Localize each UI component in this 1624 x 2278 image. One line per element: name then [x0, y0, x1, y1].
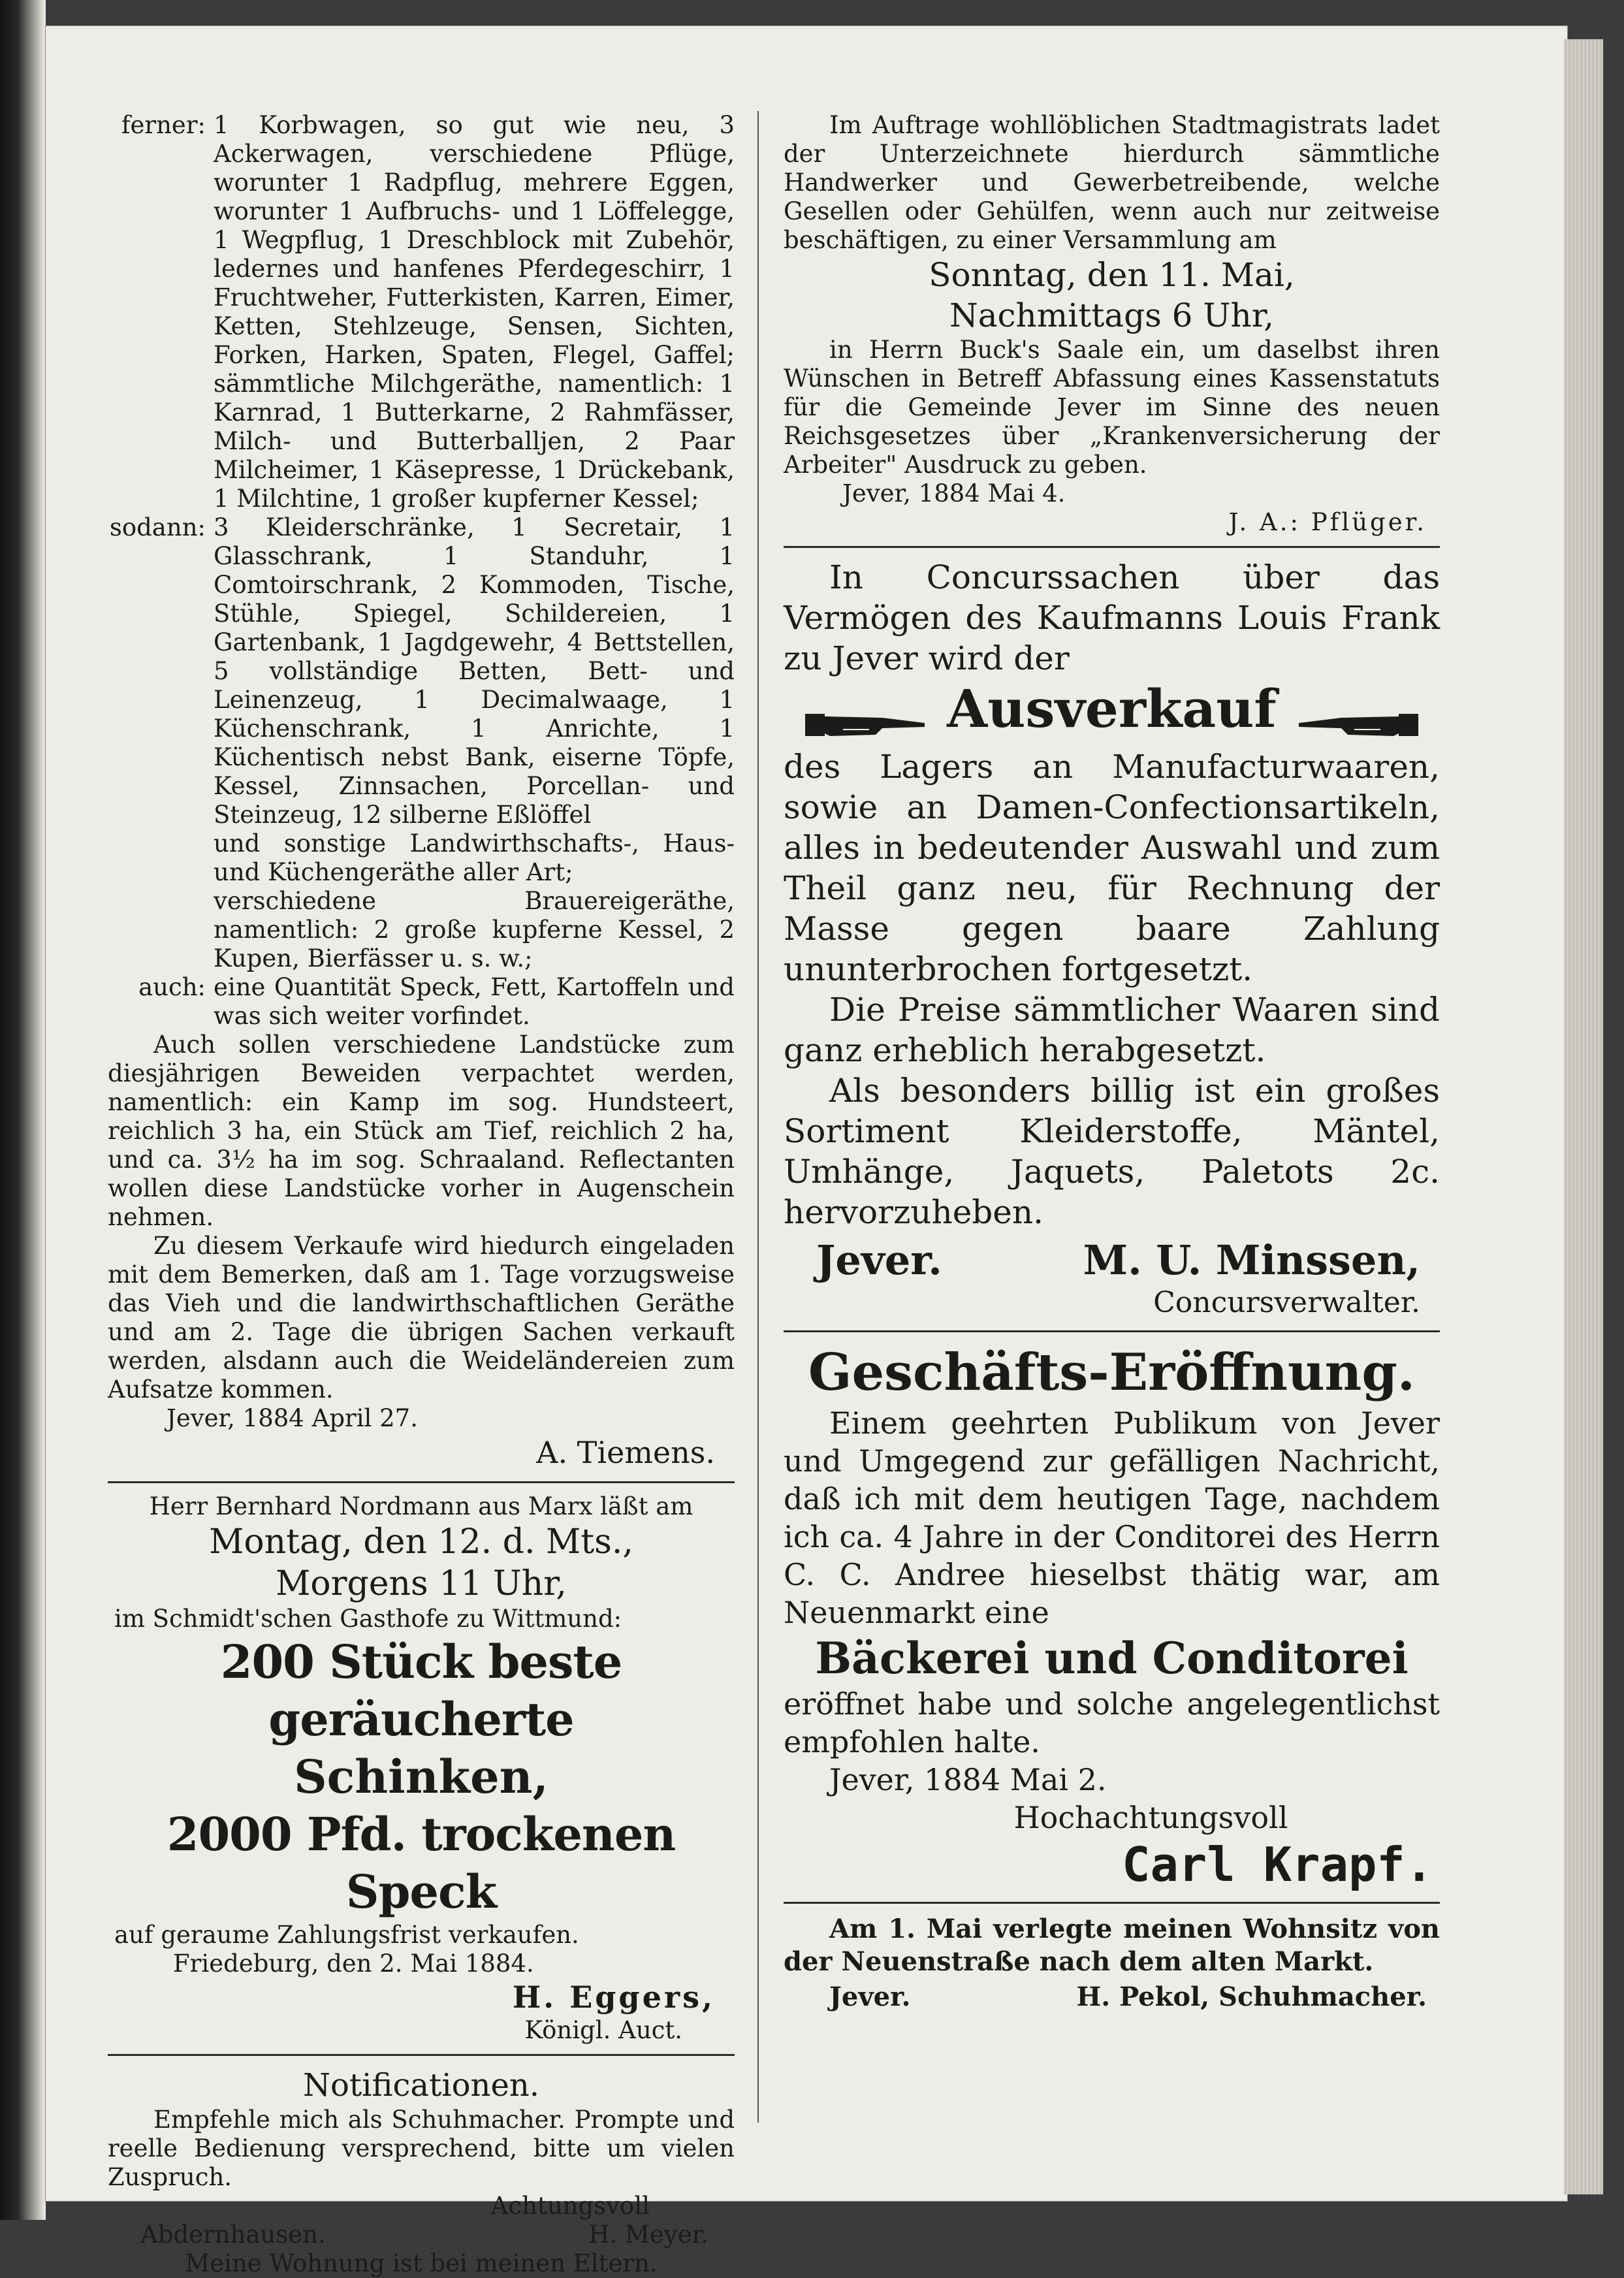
relocation-notice	[784, 1913, 1440, 2013]
opening-closing: Hochachtungsvoll	[1013, 1799, 1288, 1835]
ham-signature: H. Eggers,	[512, 1980, 715, 2015]
ham-time: Morgens 11 Uhr,	[276, 1564, 567, 1603]
auction-signature: A. Tiemens.	[536, 1435, 715, 1470]
separator-rule	[784, 1330, 1440, 1332]
meeting-notice	[784, 111, 1440, 537]
left-column	[108, 111, 735, 2278]
ham-role: Königl. Auct.	[524, 2016, 682, 2044]
move-name: H. Pekol, Schuhmacher.	[1076, 1981, 1427, 2012]
auction-notice	[108, 111, 735, 1472]
ham-day: Montag, den 12. d. Mts.,	[209, 1522, 633, 1562]
ham-item-1b: Schinken,	[294, 1750, 549, 1804]
opening-name: Carl Krapf.	[1122, 1837, 1433, 1892]
notif-name: H. Meyer.	[588, 2221, 709, 2249]
notif-closing: Achtungsvoll	[490, 2192, 650, 2220]
sodann-more-2: verschiedene Brauereigeräthe, namentlich: 2 große kupferne Kessel, 2 Kupen, Bierfässer u. s. w.;	[214, 887, 735, 972]
business-opening-notice	[784, 1341, 1440, 1893]
sale-body-2: Die Preise sämmtlicher Waaren sind ganz erheblich herabgesetzt.	[784, 990, 1440, 1069]
meeting-text-1: Im Auftrage wohllöblichen Stadtmagistrats ladet der Unterzeichnete hierdurch sämmtliche Handwerker und Gewerbetreibende, welche Gesellen oder Gehülfen, wenn auch nur zeitweise beschäftigen, zu einer Versammlung am	[784, 111, 1440, 254]
ham-sale-notice	[108, 1492, 735, 2045]
notifications-section	[108, 2065, 735, 2278]
pointing-hand-right-icon	[804, 705, 928, 744]
sodann-items: 3 Kleiderschränke, 1 Secretair, 1 Glasschrank, 1 Standuhr, 1 Comtoirschrank, 2 Kommoden, Tische, Stühle, Spiegel, Schildereien, 1 Gartenbank, 1 Jagdgewehr, 4 Bettstellen, 5 vollständige Betten, Bett- und Leinenzeug, 1 Decimalwaage, 1 Küchenschrank, 1 Anrichte, 1 Küchentisch nebst Bank, eiserne Töpfe, Kessel, Zinnsachen, Porcellan- und Steinzeug, 12 silberne Eßlöffel	[214, 513, 735, 829]
meeting-place-date: Jever, 1884 Mai 4.	[842, 479, 1066, 507]
label-auch: auch:	[138, 973, 206, 1001]
notifications-title: Notificationen.	[302, 2067, 540, 2104]
ham-date: Friedeburg, den 2. Mai 1884.	[173, 1949, 534, 1978]
notif-place: Abdernhausen.	[140, 2221, 326, 2249]
opening-text-1: Einem geehrten Publikum von Jever und Umgegend zur gefälligen Nachricht, daß ich mit dem heutigen Tage, nachdem ich ca. 4 Jahre in der Conditorei des Herrn C. C. Andree hieselbst thätig war, am Neuenmarkt eine	[784, 1405, 1440, 1630]
label-ferner: ferner:	[121, 111, 206, 139]
sale-headline-row	[784, 679, 1440, 746]
meeting-signature: J. A.: Pflüger.	[1228, 508, 1427, 536]
opening-business: Bäckerei und Conditorei	[815, 1632, 1409, 1684]
move-text: Am 1. Mai verlegte meinen Wohnsitz von der Neuenstraße nach dem alten Markt.	[784, 1913, 1440, 1977]
auch-items: eine Quantität Speck, Fett, Kartoffeln und was sich weiter vorfindet.	[214, 973, 735, 1030]
ham-place: im Schmidt'schen Gasthofe zu Wittmund:	[114, 1605, 622, 1633]
meeting-text-2: in Herrn Buck's Saale ein, um daselbst ihren Wünschen in Betreff Abfassung eines Kassenstatuts für die Gemeinde Jever im Sinne des neuen Reichsgesetzes über „Krankenversicherung der Arbeiter" Ausdruck zu geben.	[784, 336, 1440, 479]
notif-note: Meine Wohnung ist bei meinen Eltern.	[185, 2249, 658, 2277]
notif-text: Empfehle mich als Schuhmacher. Prompte und reelle Bedienung versprechend, bitte um vielen Zuspruch.	[108, 2106, 735, 2191]
ham-item-1: 200 Stück beste geräucherte	[220, 1635, 622, 1746]
sale-role: Concursverwalter.	[1153, 1285, 1420, 1319]
sale-headline: Ausverkauf	[947, 678, 1277, 739]
ham-item-2: 2000 Pfd. trockenen Speck	[167, 1807, 676, 1919]
sodann-more-1: und sonstige Landwirthschafts-, Haus- und Küchengeräthe aller Art;	[214, 829, 735, 886]
invitation-paragraph: Zu diesem Verkaufe wird hiedurch eingeladen mit dem Bemerken, daß am 1. Tage vorzugsweise das Vieh und die landwirthschaftlichen Geräthe und am 2. Tage die übrigen Sachen verkauft werden, alsdann auch die Weideländereien zum Aufsatze kommen.	[108, 1232, 735, 1404]
pointing-hand-left-icon	[1296, 705, 1420, 744]
separator-rule	[108, 2054, 735, 2056]
auction-place-date: Jever, 1884 April 27.	[167, 1404, 418, 1432]
separator-rule	[784, 1902, 1440, 1904]
column-divider	[757, 111, 759, 2123]
sale-intro: In Concurssachen über das Vermögen des Kaufmanns Louis Frank zu Jever wird der	[784, 558, 1440, 677]
sale-body-1: des Lagers an Manufacturwaaren, sowie an Damen-Confectionsartikeln, alles in bedeutender Auswahl und zum Theil ganz neu, für Rechnung der Masse gegen baare Zahlung ununterbrochen fortgesetzt.	[784, 747, 1440, 988]
opening-title: Geschäfts-Eröffnung.	[808, 1342, 1416, 1402]
opening-text-2: eröffnet habe und solche angelegentlichst empfohlen halte.	[784, 1686, 1440, 1759]
meeting-time: Nachmittags 6 Uhr,	[949, 297, 1275, 334]
clearance-sale-notice	[784, 557, 1440, 1321]
book-spine-shadow	[0, 0, 46, 2220]
page-edges	[1564, 39, 1603, 2194]
opening-place-date: Jever, 1884 Mai 2.	[829, 1761, 1107, 1797]
label-sodann: sodann:	[109, 513, 206, 541]
ham-terms: auf geraume Zahlungsfrist verkaufen.	[114, 1921, 579, 1949]
meeting-date: Sonntag, den 11. Mai,	[929, 256, 1295, 294]
sale-body-3: Als besonders billig ist ein großes Sortiment Kleiderstoffe, Mäntel, Umhänge, Jaquets, Paletots 2c. hervorzuheben.	[784, 1071, 1440, 1231]
separator-rule	[108, 1481, 735, 1483]
sale-place: Jever.	[816, 1236, 942, 1284]
sale-name: M. U. Minssen,	[1083, 1236, 1420, 1284]
ferner-items: 1 Korbwagen, so gut wie neu, 3 Ackerwagen, verschiedene Pflüge, worunter 1 Radpflug, mehrere Eggen, worunter 1 Aufbruchs- und 1 Löffelegge, 1 Wegpflug, 1 Dreschblock mit Zubehör, ledernes und hanfenes Pferdegeschirr, 1 Fruchtweher, Futterkisten, Karren, Eimer, Ketten, Stehlzeuge, Sensen, Sichten, Forken, Harken, Spaten, Flegel, Gaffel; sämmtliche Milchgeräthe, namentlich: 1 Karnrad, 1 Butterkarne, 2 Rahmfässer, Milch- und Butterballjen, 2 Paar Milcheimer, 1 Käsepresse, 1 Drückebank, 1 Milchtine, 1 großer kupferner Kessel;	[214, 111, 735, 513]
ham-intro: Herr Bernhard Nordmann aus Marx läßt am	[149, 1492, 693, 1520]
move-place: Jever.	[829, 1981, 911, 2012]
right-column	[784, 111, 1440, 2013]
land-lease-paragraph: Auch sollen verschiedene Landstücke zum diesjährigen Beweiden verpachtet werden, namentlich: ein Kamp im sog. Hundsteert, reichlich 3 ha, ein Stück am Tief, reichlich 2 ha, und ca. 3½ ha im sog. Schraaland. Reflectanten wollen diese Landstücke vorher in Augenschein nehmen.	[108, 1031, 735, 1231]
separator-rule	[784, 546, 1440, 548]
